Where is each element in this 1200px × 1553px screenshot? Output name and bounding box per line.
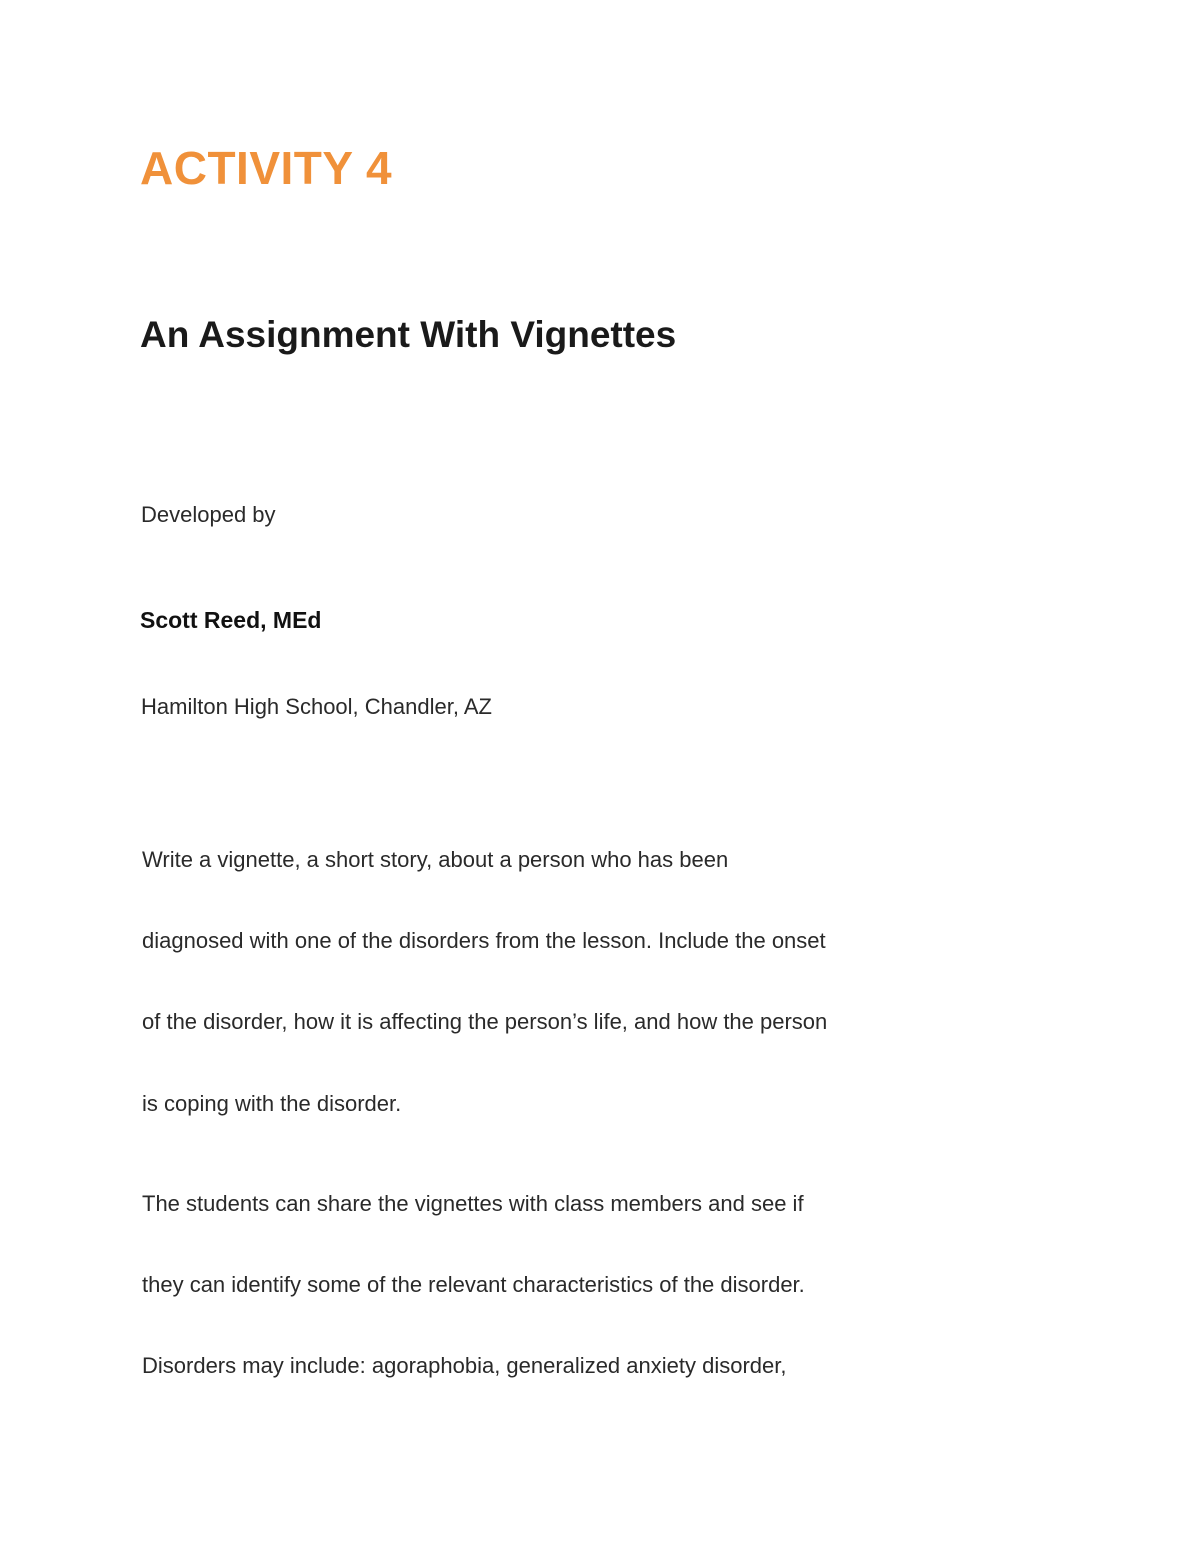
author-name: Scott Reed, MEd [140, 607, 322, 633]
activity-label: ACTIVITY 4 [140, 142, 393, 194]
developed-by-label: Developed by [141, 502, 276, 527]
paragraph-line: of the disorder, how it is affecting the person’s life, and how the person [142, 1009, 828, 1034]
paragraph-line: Write a vignette, a short story, about a person who has been [142, 847, 729, 872]
author-affiliation: Hamilton High School, Chandler, AZ [141, 694, 492, 719]
paragraph-line: diagnosed with one of the disorders from the lesson. Include the onset [142, 928, 826, 953]
paragraph-line: The students can share the vignettes with class members and see if [142, 1191, 804, 1216]
page-title: An Assignment With Vignettes [140, 314, 677, 355]
paragraph-line: Disorders may include: agoraphobia, generalized anxiety disorder, [142, 1353, 787, 1378]
paragraph-line: they can identify some of the relevant characteristics of the disorder. [142, 1272, 805, 1297]
paragraph-line: is coping with the disorder. [142, 1091, 402, 1116]
